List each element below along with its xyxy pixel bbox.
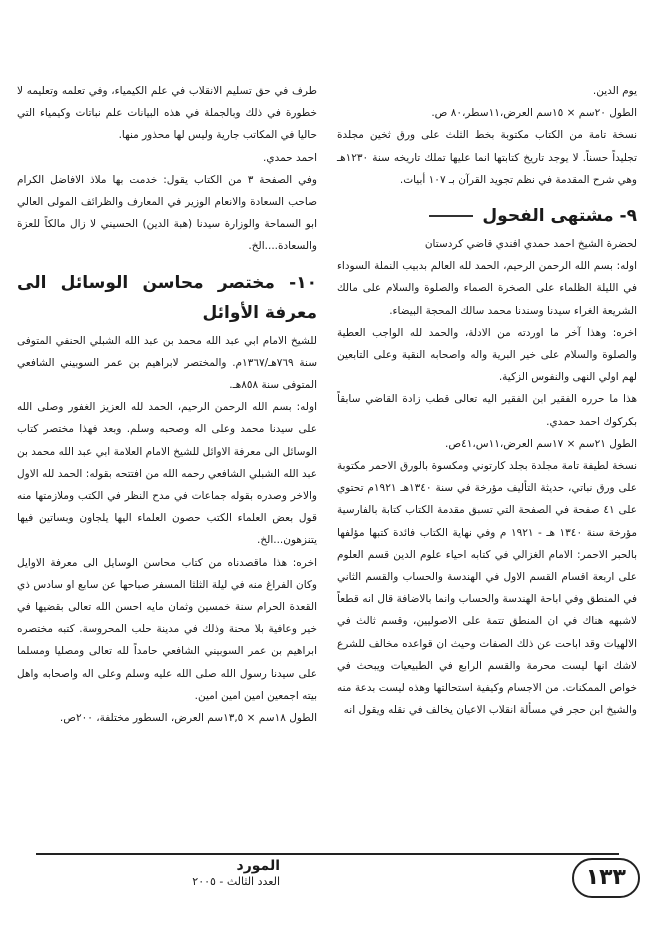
page-footer xyxy=(20,858,640,904)
incipit-paragraph: اوله: بسم الله الرحمن الرحيم، الحمد لله العزيز الغفور وصلى الله على سيدنا محمد وعلى اله وصحبه وسلم. وبعد فهذا مختصر كتاب الوسائل الى معرفة الاوائل للشيخ الامام العلامة ابي عبد الله محمد بن عبد الله الشبلي الشافعي رحمه الله من افتتحه بقوله: الحمد لله الاول والاخر وصدره بقوله جماعات في مدح النظر في الكتب وملازمتها منه قول بعض العلماء الكتب حصون العلماء اليها يلجاون وبساتين فيها يتنزهون...الخ. xyxy=(17,401,317,547)
left-column xyxy=(17,80,317,729)
dimensions-line: الطول ٢٠سم × ١٥سم العرض،١١سطر،٨٠ ص. xyxy=(431,107,637,120)
journal-name: المورد xyxy=(236,858,280,874)
page-number: ١٣٣ xyxy=(572,858,640,898)
explicit-paragraph: اخره: وهذا آخر ما اوردته من الادلة، والحمد لله الواجب العطية والصلوة والسلام على خير البرية واله واصحابه النقية وعلى التابعين لهم اولي النهى والنفوس الزكية. xyxy=(337,326,637,384)
journal-issue: العدد الثالث - ٢٠٠٥ xyxy=(192,875,280,888)
right-column xyxy=(337,80,637,721)
paragraph: نسخة تامة من الكتاب مكتوبة بخط الثلث على ورق ثخين مجلدة تجليداً حسناً. لا يوجد تاريخ كتابتها انما عليها تملك تاريخه سنة ١٢٣٠هـ وهي شرح المقدمة في نظم تجويد القرآن بـ ١٠٧ أبيات. xyxy=(337,129,637,186)
incipit-paragraph: اوله: بسم الله الرحمن الرحيم، الحمد لله العالم بدبيب النملة السوداء في الليلة الظلماء على الصخرة الصماء والصلوة والسلام على مالك الشريعة الغراء سيدنا وسندنا محمد سالك المحجة البيضاء. xyxy=(337,260,637,317)
paragraph: يوم الدين. xyxy=(592,85,637,97)
section-heading-10: ١٠- مختصر محاسن الوسائل الى معرفة الأوائل xyxy=(17,272,317,323)
signature-line: احمد حمدي. xyxy=(263,151,317,164)
journal-info xyxy=(20,858,280,890)
author-line: لحضرة الشيخ احمد حمدي افندي قاضي كردستان xyxy=(424,238,637,251)
dimensions-line: الطول ١٨سم × ١٣,٥سم العرض، السطور مختلفة، ٢٠٠ص. xyxy=(59,712,317,725)
author-line: للشيخ الامام ابي عبد الله محمد بن عبد الله الشبلي الحنفي المتوفى سنة ٧٦٩هـ/١٣٦٧م. والمختصر لابراهيم بن عمر السوبيني الشافعي المتوفى سنة ٨٥٨هـ. xyxy=(17,334,318,392)
description-paragraph: نسخة لطيفة تامة مجلدة بجلد كارتوني ومكسوة بالورق الاحمر مكتوبة على ورق نباتي، حديثة التأليف مؤرخة في سنة ١٣٤٠هـ ١٩٢١م تحتوي على ٤١ صفحة في الصفحة التي تسبق مقدمة الكتاب كتابة بالفارسية مؤرخة سنة ١٣٤٠ هـ - ١٩٢١ م وفي نهاية الكتاب فائدة كتبها مؤلفها بالحبر الاحمر: الامام الغزالي في كتابه احياء علوم الدين قسم العلوم على اربعة اقسام القسم الاول في الهندسة والحساب والقسم الثاني في المنطق وفي اباحة الهندسة والحساب وانما بالاضافة قال انه قطعاً لاشبهه هناك في ان المنطق تتمة على الاصوليين، وقسم ثالث في الالهيات وقد اباحت عن ذلك الصفات وحيث ان قواعده مخالف للشرع لاشك انها ليست محرمة والقسم الرابع في الطبيعيات ويبحث في خواص الممكنات. من الاجسام وكيفية استحالتها وهذه ليست بدعة منه والشيخ ابن حجر في مسألة انقلاب الاعيان يخالف في نقله ويقول انه xyxy=(337,460,638,717)
paragraph: طرف في حق تسليم الانقلاب في علم الكيمياء، وفي تعلمه وتعليمه لا خطورة في ذلك وبالجملة في هذه البيانات علم نباتات وكيمياء التي حاليا في المكاتب جارية وليس لها محذور منها. xyxy=(17,85,317,142)
paragraph: وفي الصفحة ٣ من الكتاب يقول: خدمت بها ملاذ الافاضل الكرام صاحب السعادة والانعام الوزير في المعارف والظرائف المولى العالي ابو السماحة والوزارة سيدنا (هبة الدين) الحسيني لا زال مالكاً للعزة والسعادة....الخ. xyxy=(17,173,317,253)
explicit-paragraph: اخره: هذا ماقصدناه من كتاب محاسن الوسايل الى معرفة الاوايل وكان الفراغ منه في ليلة الثلثا المسفر صباحها عن سابع او سادس ذي القعدة الحرام سنة خمسين وثمان مايه احسن الله تعالى بقضيها في خير وعافية بلا محنة وذلك في مدينة حلب المحروسة. كتبه مختصره ابراهيم بن عمر السوبيني الشافعي حامداً لله تعالى ومصليا ومسلما على سيدنا رسول الله صلى الله عليه وسلم وعلى اله واصحابه واهل بيته اجمعين امين امين امين. xyxy=(17,556,317,702)
section-heading-9: ٩- مشتهى الفحول xyxy=(337,201,637,231)
footer-rule xyxy=(36,853,619,855)
dimensions-line: الطول ٢١سم × ١٧سم العرض،١١س،٤١ص. xyxy=(445,437,637,450)
paragraph: هذا ما حرره الفقير ابن الفقير اليه تعالى قطب زادة القاضي سابقاً بكركوك احمد حمدي. xyxy=(337,393,637,428)
